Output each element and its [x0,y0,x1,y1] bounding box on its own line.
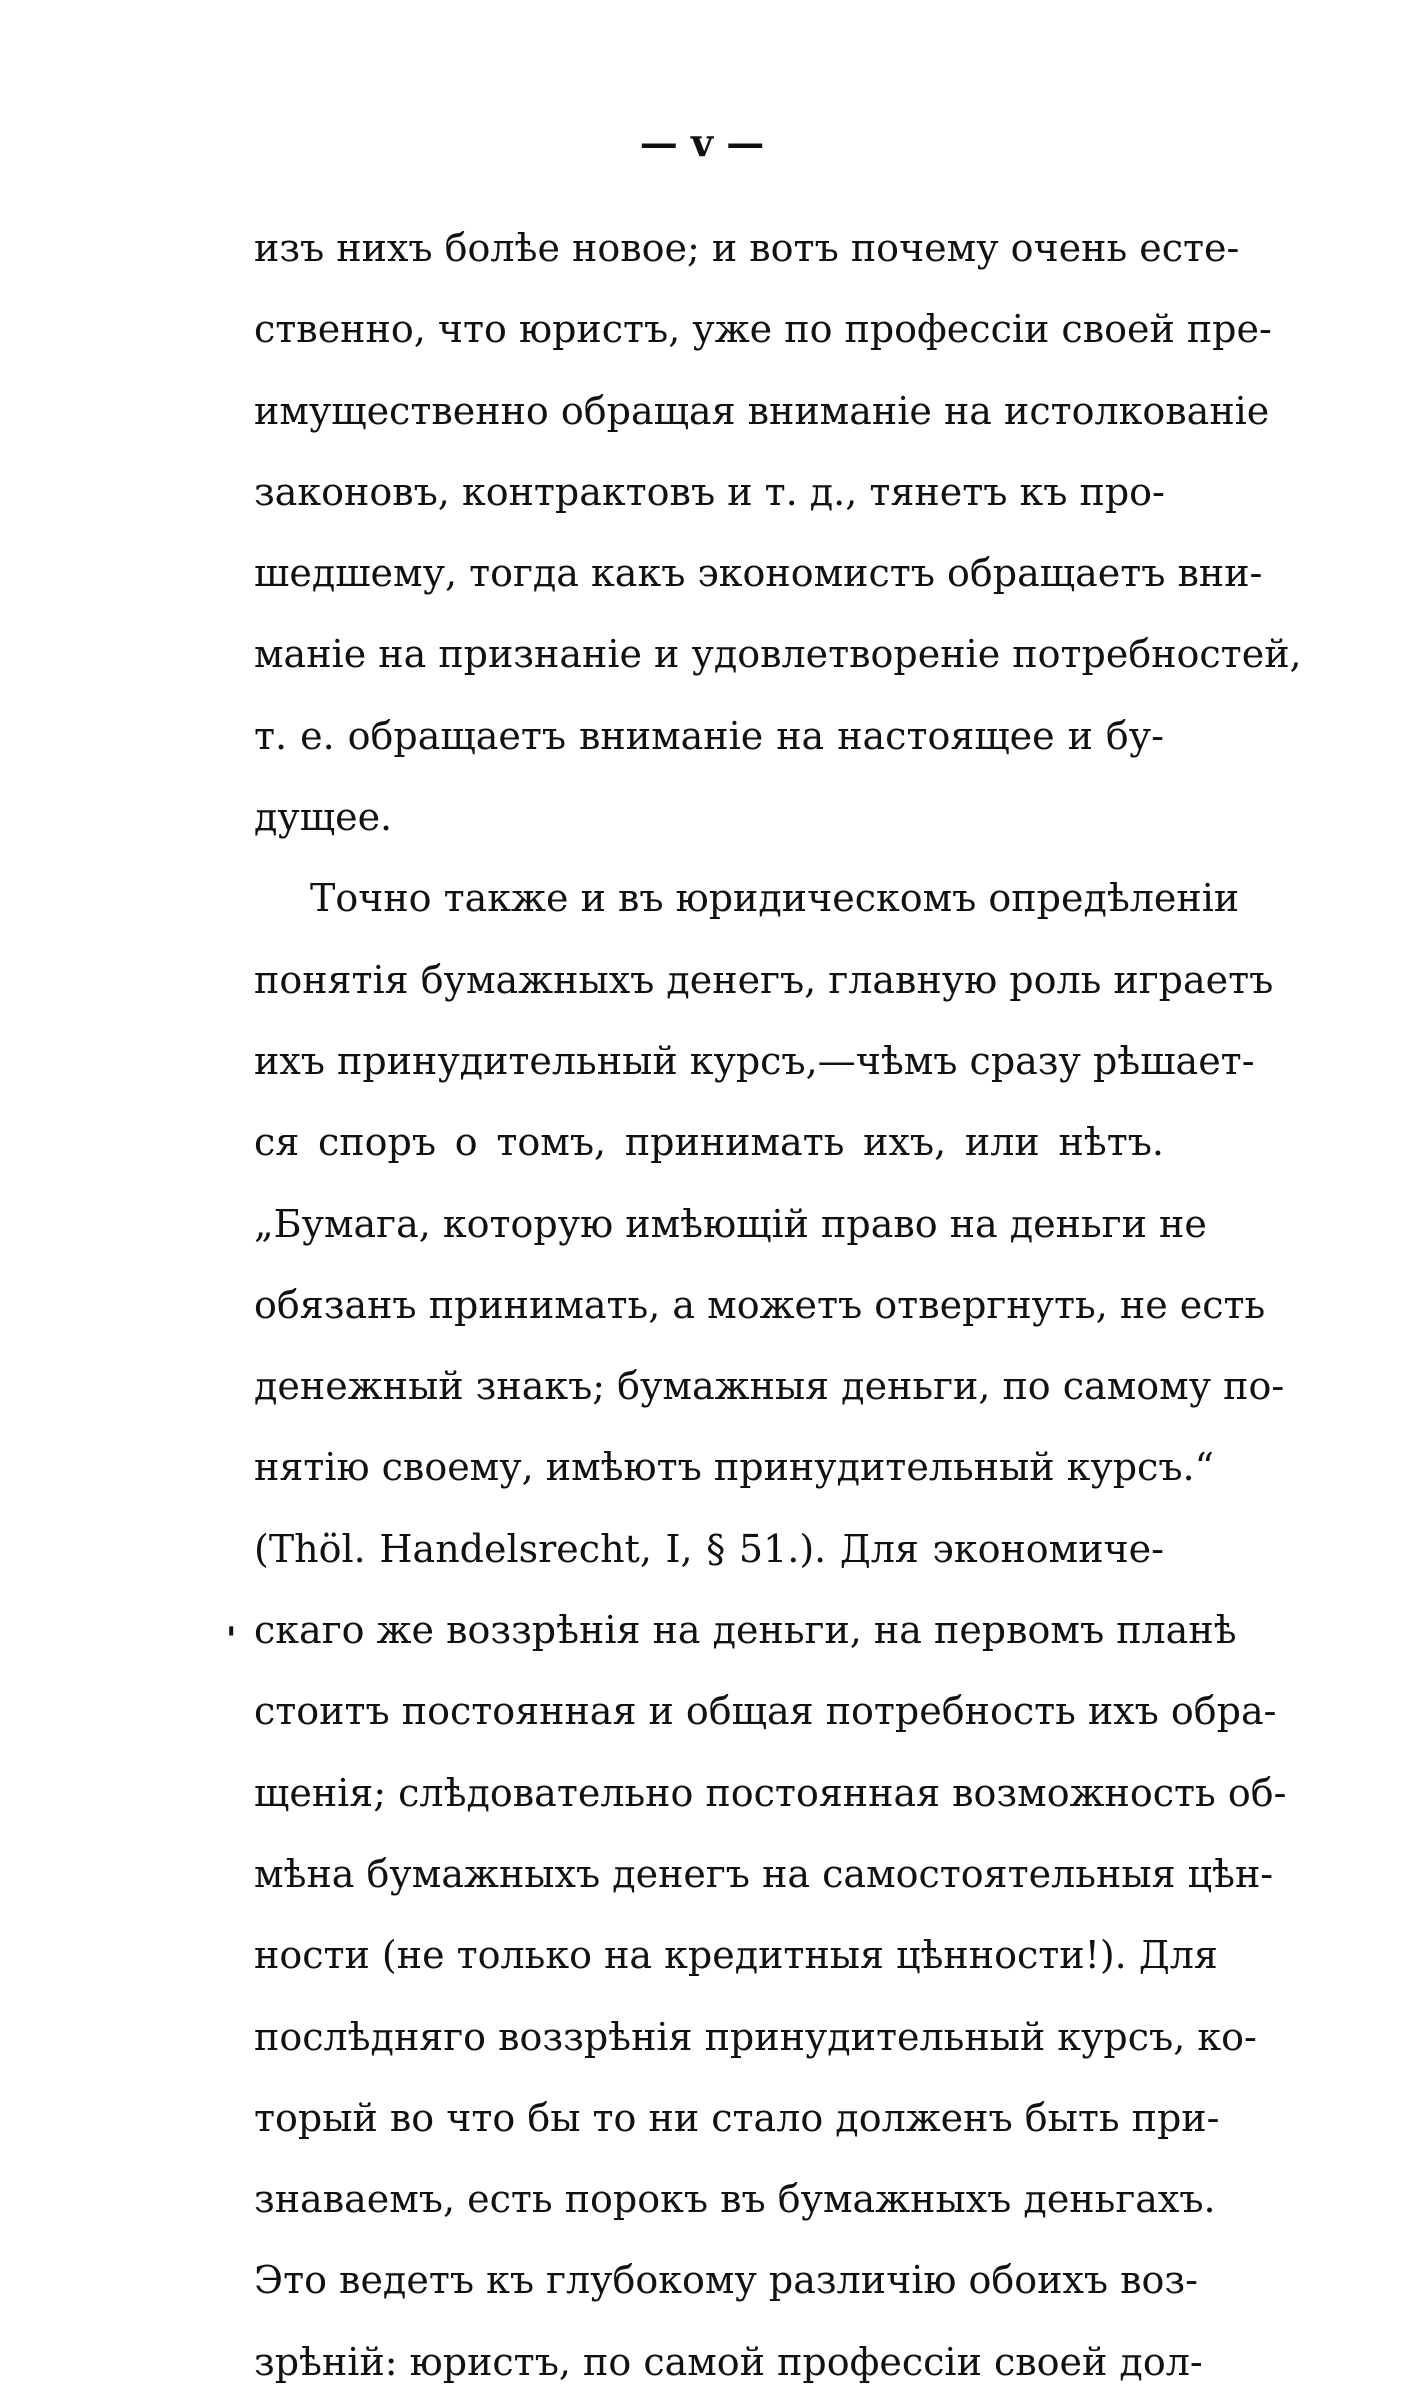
text-line: маніе на признаніе и удовлетвореніе потребностей, [254,632,1302,677]
text-line: скаго же воззрѣнія на деньги, на первомъ планѣ [254,1608,1237,1653]
page-number: — v — [639,120,765,165]
text-line: дущее. [254,795,393,840]
text-line: „Бумага, которую имѣющій право на деньги не [254,1201,1207,1246]
text-line: мѣна бумажныхъ денегъ на самостоятельныя цѣн- [254,1851,1274,1896]
text-line: нятію своему, имѣютъ принудительный курсъ.“ [254,1445,1215,1490]
text-line: ихъ принудительный курсъ,—чѣмъ сразу рѣшает- [254,1038,1255,1083]
text-line: изъ нихъ болѣе новое; и вотъ почему очень есте- [254,226,1240,270]
text-line: знаваемъ, есть порокъ въ бумажныхъ деньгахъ. [254,2177,1216,2222]
text-line: ся споръ о томъ, принимать ихъ, или нѣтъ. [254,1120,1164,1165]
text-line: ности (не только на кредитныя цѣнности!). Для [254,1933,1218,1978]
text-line: денежный знакъ; бумажныя деньги, по самому по- [254,1364,1285,1409]
text-line: щенія; слѣдовательно постоянная возможность об- [254,1770,1287,1815]
text-line: зрѣній: юристъ, по самой профессіи своей дол- [254,2339,1203,2384]
text-line: ственно, что юристъ, уже по профессіи своей пре- [254,307,1272,352]
body-text [254,208,1302,2403]
text-line: стоитъ постоянная и общая потребность ихъ обра- [254,1689,1277,1734]
text-line: т. е. обращаетъ вниманіе на настоящее и бу- [254,713,1164,758]
margin-mark: ' [226,1620,237,1660]
text-line: Это ведетъ къ глубокому различію обоихъ воз- [254,2258,1198,2303]
text-line: (Thöl. Handelsrecht, I, § 51.). Для экономиче- [254,1526,1164,1571]
text-line: торый во что бы то ни стало долженъ быть при- [254,2095,1220,2140]
text-line: понятія бумажныхъ денегъ, главную роль играетъ [254,957,1274,1002]
text-line: шедшему, тогда какъ экономистъ обращаетъ вни- [254,551,1263,596]
text-line: законовъ, контрактовъ и т. д., тянетъ къ про- [254,469,1165,514]
text-line: обязанъ принимать, а можетъ отвергнуть, не есть [254,1282,1266,1327]
text-line: послѣдняго воззрѣнія принудительный курсъ, ко- [254,2014,1257,2059]
text-line: имущественно обращая вниманіе на истолкованіе [254,388,1270,433]
paragraph-first-line: Точно также и въ юридическомъ опредѣленіи [310,876,1240,921]
